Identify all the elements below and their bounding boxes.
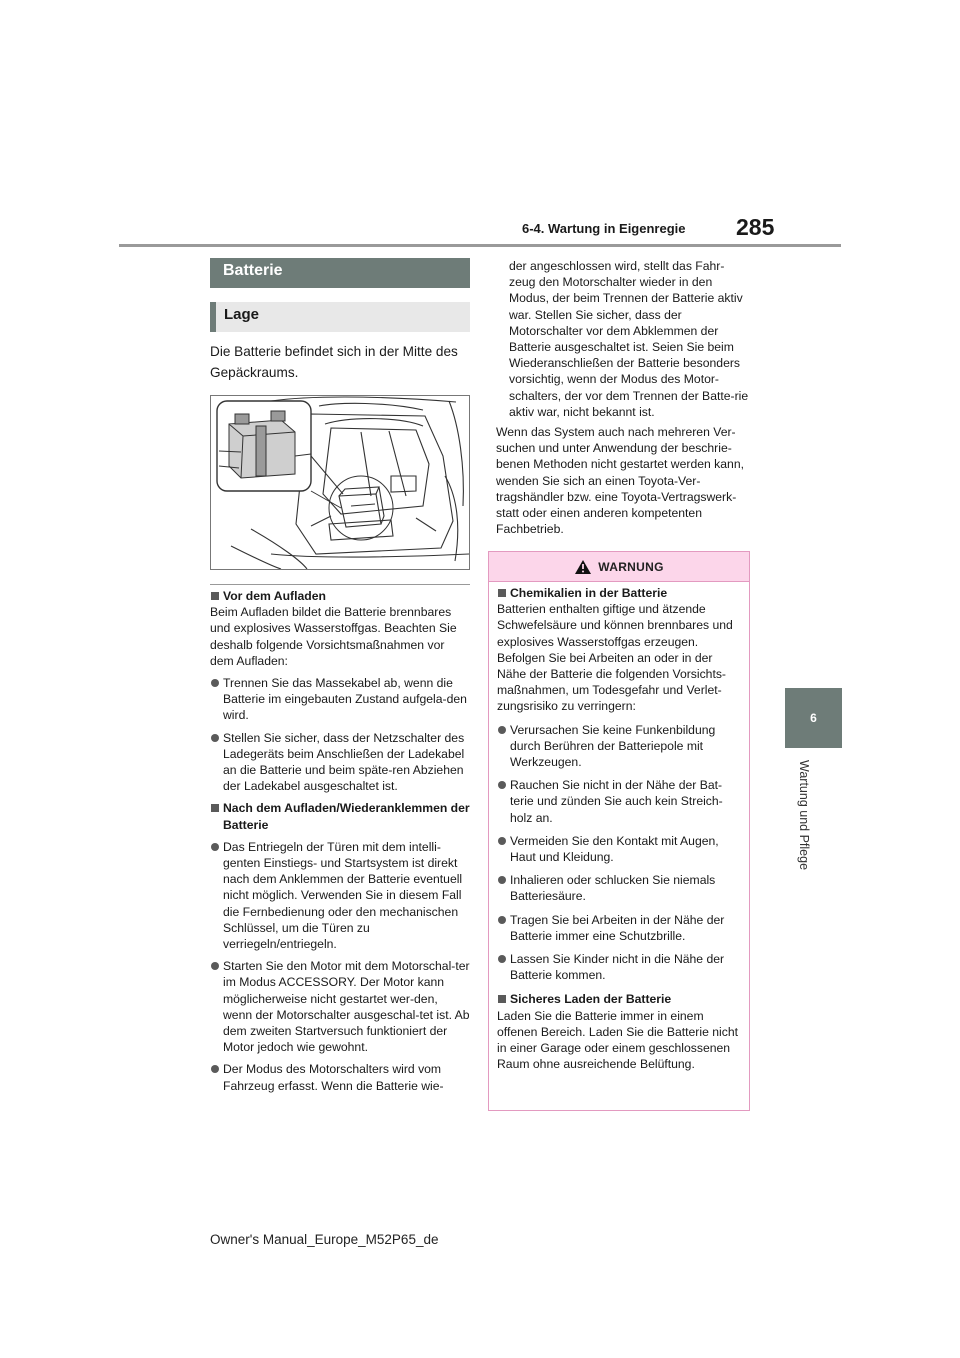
after-charging-heading: Nach dem Aufladen/Wiederanklemmen der Batterie	[210, 800, 470, 832]
list-item: Verursachen Sie keine Funkenbildung durch Berühren der Batteriepole mit Werkzeugen.	[497, 722, 741, 771]
warning-header	[489, 552, 749, 582]
list-item: Der Modus des Motorschalters wird vom Fahrzeug erfasst. Wenn die Batterie wie-	[210, 1061, 470, 1093]
charging-text: Beim Aufladen bildet die Batterie brennbares und explosives Wasserstoffgas. Beachten Sie deshalb folgende Vorsichtsmaßnahmen vor dem Aufladen:	[210, 605, 457, 668]
list-item: Stellen Sie sicher, dass der Netzschalter des Ladegeräts beim Anschließen der Ladekabel an die Batterie und beim späte-ren Abziehen der Ladekabel ausgeschaltet ist.	[210, 730, 470, 795]
list-item: Inhalieren oder schlucken Sie niemals Batteriesäure.	[497, 872, 741, 904]
section-label: 6-4. Wartung in Eigenregie	[522, 221, 686, 236]
chapter-side-title: Wartung und Pflege	[797, 760, 811, 871]
chapter-tab: 6	[785, 688, 842, 748]
section-title: Batterie	[210, 258, 470, 288]
page-number: 285	[736, 214, 775, 240]
battery-location-illustration	[210, 395, 470, 570]
list-item: Lassen Sie Kinder nicht in die Nähe der Batterie kommen.	[497, 951, 741, 983]
warning-heading: Sicheres Laden der Batterie	[497, 991, 741, 1007]
closing-paragraph: Wenn das System auch nach mehreren Ver-suchen und unter Anwendung der beschrie-benen Methoden nicht gestartet werden kann, wenden Sie sich an einen Toyota-Ver-tragshändler bzw. eine Toyota-Vertragswerk-statt oder einen anderen kompetenten Fachbetrieb.	[496, 425, 744, 537]
charging-heading: Vor dem Aufladen	[210, 588, 470, 604]
list-item: Rauchen Sie nicht in der Nähe der Bat-terie und zünden Sie auch kein Streich-holz an.	[497, 777, 741, 826]
warning-text: Batterien enthalten giftige und ätzende Schwefelsäure und können brennbares und explosives Wasserstoffgas erzeugen. Befolgen Sie bei Arbeiten an oder in der Nähe der Batterie die folgenden Vorsichts-maßnahmen, um Todesgefahr und Verlet-zungsrisiko zu verringern:	[497, 602, 733, 714]
footer-text: Owner's Manual_Europe_M52P65_de	[210, 1232, 439, 1247]
warning-triangle-icon	[574, 559, 592, 575]
charging-notes	[210, 584, 470, 1094]
warning-text: Laden Sie die Batterie immer in einem offenen Bereich. Laden Sie die Batterie nicht in einer Garage oder einem geschlossenen Raum ohne ausreichende Belüftung.	[497, 1008, 738, 1072]
list-item: Vermeiden Sie den Kontakt mit Augen, Haut und Kleidung.	[497, 833, 741, 865]
subsection-title: Lage	[210, 302, 470, 332]
left-column	[210, 258, 470, 1094]
warning-label: WARNUNG	[598, 559, 664, 574]
header-rule	[119, 244, 841, 247]
trunk-battery-drawing	[211, 396, 469, 569]
bullet-continuation: der angeschlossen wird, stellt das Fahr-zeug den Motorschalter wieder in den Modus, der beim Trennen der Batterie aktiv war. Stellen Sie sicher, dass der Motorschalter vor dem Abklemmen der Batterie ausgeschaltet ist. Seien Sie beim Wiederanschließen der Batterie besonders vorsichtig, wenn der Modus des Motor-schalters, der vor dem Trennen der Batte-rie aktiv war, nicht bekannt ist.	[509, 259, 749, 419]
right-column	[496, 258, 750, 537]
intro-text: Die Batterie befindet sich in der Mitte des Gepäckraums.	[210, 344, 458, 380]
list-item: Trennen Sie das Massekabel ab, wenn die Batterie im eingebauten Zustand aufgela-den wird.	[210, 675, 470, 724]
warning-box	[488, 551, 750, 1111]
warning-heading: Chemikalien in der Batterie	[497, 585, 741, 601]
warning-body	[489, 582, 749, 1072]
list-item: Tragen Sie bei Arbeiten in der Nähe der Batterie immer eine Schutzbrille.	[497, 912, 741, 944]
list-item: Starten Sie den Motor mit dem Motorschal-ter im Modus ACCESSORY. Der Motor kann möglicherweise nicht gestartet wer-den, wenn der Motorschalter ausgeschal-tet ist. Ab dem zweiten Startversuch funktioniert der Motor jedoch wie gewohnt.	[210, 958, 470, 1055]
list-item: Das Entriegeln der Türen mit dem intelli-genten Einstiegs- und Startsystem ist direkt nach dem Anklemmen der Batterie eventuell nicht möglich. Verwenden Sie in diesem Fall die Fernbedienung oder den mechanischen Schlüssel, um die Türen zu verriegeln/entriegeln.	[210, 839, 470, 952]
